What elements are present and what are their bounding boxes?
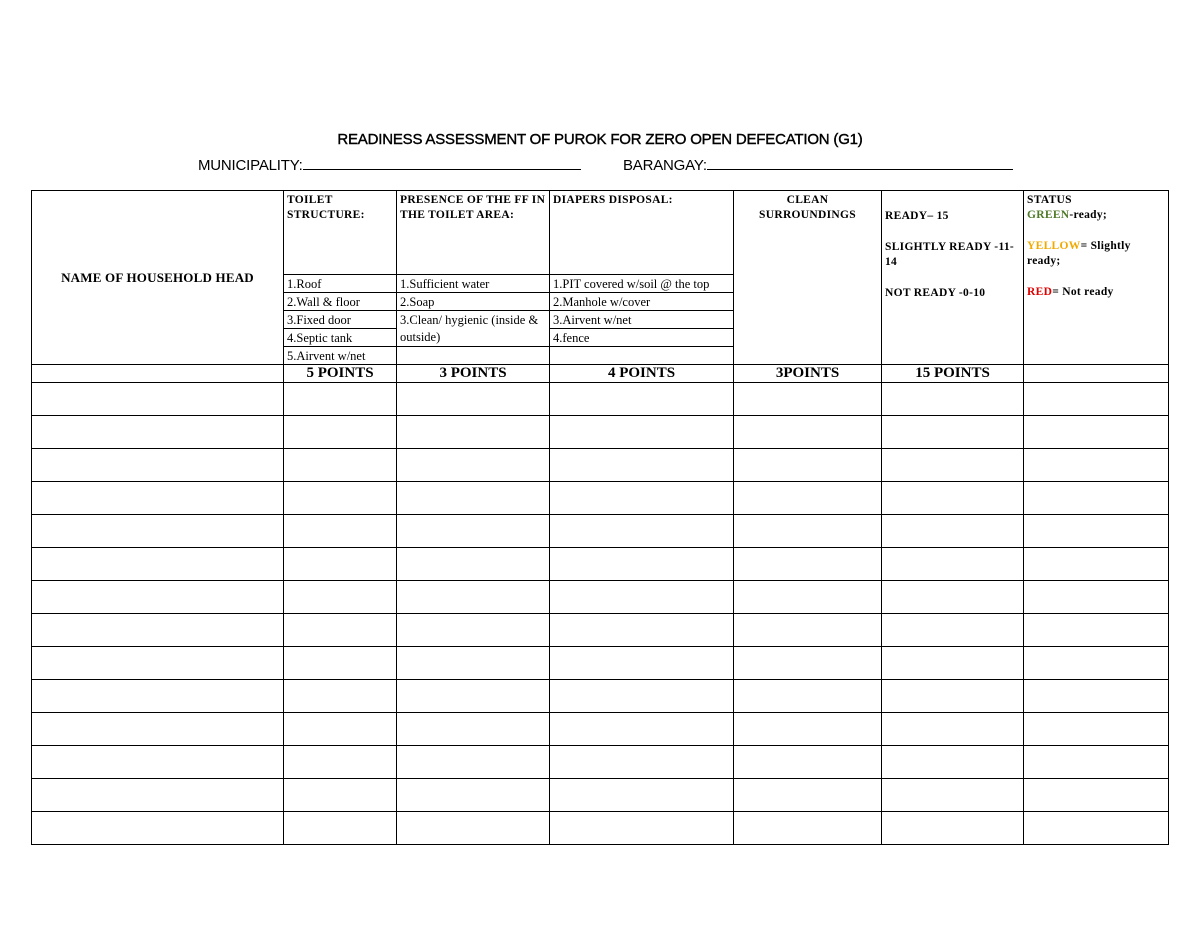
table-row [32,680,1169,713]
name-cell[interactable] [32,581,284,614]
table-row [32,581,1169,614]
diapers-item: 1.PIT covered w/soil @ the top [550,275,734,293]
name-cell[interactable] [32,680,284,713]
table-row [32,449,1169,482]
presence-blank [397,347,550,365]
clean-points: 3POINTS [734,365,882,383]
municipality-field [198,156,581,174]
diapers-item: 4.fence [550,329,734,347]
municipality-input-line[interactable] [303,156,581,170]
toilet-item: 4.Septic tank [284,329,397,347]
table-row [32,482,1169,515]
name-cell[interactable] [32,779,284,812]
table-row [32,416,1169,449]
table-row [32,746,1169,779]
table-row [32,383,1169,416]
presence-header: PRESENCE OF THE FF IN THE TOILET AREA: [397,191,550,275]
name-cell[interactable] [32,416,284,449]
total-points: 15 POINTS [882,365,1024,383]
municipality-label: MUNICIPALITY: [198,157,303,174]
assessment-table [31,190,1169,845]
toilet-item: 3.Fixed door [284,311,397,329]
score-ready: READY– 15 [885,210,949,222]
toilet-item: 2.Wall & floor [284,293,397,311]
name-points-blank [32,365,284,383]
toilet-item: 1.Roof [284,275,397,293]
status-red: RED= Not ready [1027,286,1114,298]
table-row [32,812,1169,845]
clean-header: CLEAN SURROUNDINGS [734,191,882,365]
name-cell[interactable] [32,383,284,416]
name-cell[interactable] [32,614,284,647]
toilet-header: TOILET STRUCTURE: [284,191,397,275]
barangay-label: BARANGAY: [623,157,707,174]
status-header: STATUS [1027,194,1072,206]
name-cell[interactable] [32,515,284,548]
barangay-field [623,156,1013,174]
name-header: NAME OF HOUSEHOLD HEAD [32,191,284,365]
diapers-item: 3.Airvent w/net [550,311,734,329]
name-cell[interactable] [32,647,284,680]
toilet-points: 5 POINTS [284,365,397,383]
presence-item: 2.Soap [397,293,550,311]
form-title: READINESS ASSESSMENT OF PUROK FOR ZERO OPEN DEFECATION (G1) [337,131,863,148]
name-cell[interactable] [32,449,284,482]
table-row [32,779,1169,812]
diapers-blank [550,347,734,365]
name-cell[interactable] [32,548,284,581]
presence-item: 1.Sufficient water [397,275,550,293]
table-row [32,548,1169,581]
diapers-points: 4 POINTS [550,365,734,383]
name-cell[interactable] [32,482,284,515]
toilet-item: 5.Airvent w/net [284,347,397,365]
name-cell[interactable] [32,812,284,845]
score-legend [882,191,1024,365]
table-row [32,614,1169,647]
diapers-item: 2.Manhole w/cover [550,293,734,311]
table-row [32,713,1169,746]
status-green: GREEN-ready; [1027,209,1108,221]
status-yellow: YELLOW= Slightly ready; [1027,240,1131,267]
score-slightly-ready: SLIGHTLY READY -11-14 [885,241,1015,268]
barangay-input-line[interactable] [707,156,1013,170]
status-points-blank [1024,365,1169,383]
table-row [32,515,1169,548]
presence-points: 3 POINTS [397,365,550,383]
name-cell[interactable] [32,713,284,746]
status-legend [1024,191,1169,365]
name-cell[interactable] [32,746,284,779]
table-row [32,647,1169,680]
diapers-header: DIAPERS DISPOSAL: [550,191,734,275]
presence-item: 3.Clean/ hygienic (inside & outside) [397,311,550,347]
score-not-ready: NOT READY -0-10 [885,287,986,299]
